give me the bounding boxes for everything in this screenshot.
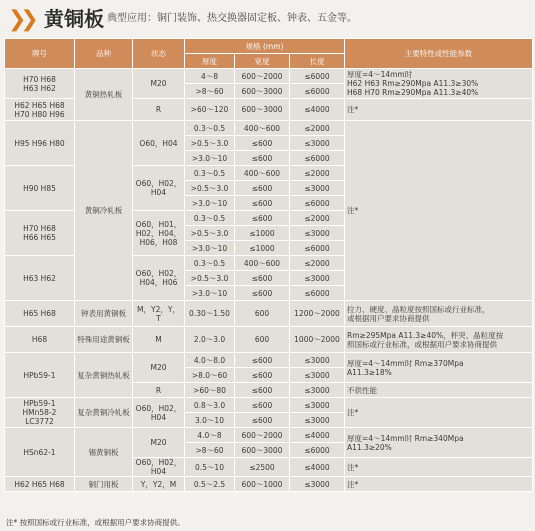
width-cell: ≤600 — [235, 196, 290, 211]
thickness-cell: >3.0～10 — [185, 241, 235, 256]
state-cell: O60，H02， H04，H06 — [133, 256, 185, 301]
props-cell: 厚度=4～14mm时 Rm≥370Mpa A11.3≥18% — [345, 353, 533, 383]
thickness-cell: >3.0～10 — [185, 151, 235, 166]
width-cell: 400～600 — [235, 256, 290, 271]
width-cell: 600～3000 — [235, 84, 290, 99]
length-cell: ≤3000 — [290, 271, 345, 286]
table-row — [5, 398, 533, 413]
thickness-cell: 0.5～10 — [185, 458, 235, 477]
table-row — [5, 428, 533, 443]
width-cell: ≤2500 — [235, 458, 290, 477]
thickness-cell: 2.0～3.0 — [185, 327, 235, 353]
thickness-cell: 0.3～0.5 — [185, 121, 235, 136]
thickness-cell: >8.0～60 — [185, 368, 235, 383]
width-cell: 600 — [235, 327, 290, 353]
length-cell: ≤2000 — [290, 166, 345, 181]
length-cell: ≤2000 — [290, 211, 345, 226]
length-cell: ≤4000 — [290, 99, 345, 121]
props-cell: 厚度=4～14mm时 Rm≥340Mpa A11.3≥20% — [345, 428, 533, 458]
thickness-cell: >60～80 — [185, 383, 235, 398]
length-cell: ≤6000 — [290, 151, 345, 166]
width-cell: ≤600 — [235, 353, 290, 368]
table-row — [5, 301, 533, 327]
length-cell: ≤3000 — [290, 226, 345, 241]
length-cell: ≤4000 — [290, 458, 345, 477]
table-row — [5, 69, 533, 84]
state-cell: O60，H02， H04 — [133, 398, 185, 428]
width-cell: ≤600 — [235, 181, 290, 196]
table-row — [5, 121, 533, 136]
width-cell: ≤600 — [235, 368, 290, 383]
variety-cell: 钟表用黄铜板 — [75, 301, 133, 327]
grade-cell: H65 H68 — [5, 301, 75, 327]
props-cell: 拉力、硬度、晶粒度按照国标或行业标准， 或根据用户要求协商提供 — [345, 301, 533, 327]
width-cell: ≤600 — [235, 211, 290, 226]
length-cell: ≤6000 — [290, 286, 345, 301]
length-cell: ≤3000 — [290, 413, 345, 428]
length-cell: ≤3000 — [290, 353, 345, 368]
props-cell: 注* — [345, 398, 533, 428]
state-cell: O60，H02， H04 — [133, 166, 185, 211]
length-cell: ≤6000 — [290, 69, 345, 84]
length-cell: ≤3000 — [290, 398, 345, 413]
grade-cell: H62 H65 H68 H70 H80 H96 — [5, 99, 75, 121]
grade-cell: H70 H68 H63 H62 — [5, 69, 75, 99]
variety-cell: 特殊用途黄铜板 — [75, 327, 133, 353]
length-cell: ≤3000 — [290, 368, 345, 383]
header-props: 主要特性或性能参数 — [345, 39, 533, 69]
thickness-cell: 0.5～2.5 — [185, 477, 235, 492]
thickness-cell: 0.8～3.0 — [185, 398, 235, 413]
length-cell: ≤2000 — [290, 121, 345, 136]
width-cell: 600～2000 — [235, 69, 290, 84]
state-cell: M，Y2，Y，T — [133, 301, 185, 327]
props-cell: 注* — [345, 477, 533, 492]
page-subtitle: 典型应用：铜门装饰、热交换器固定板、钟表、五金等。 — [107, 13, 357, 24]
page-header — [0, 0, 535, 38]
grade-cell: H68 — [5, 327, 75, 353]
length-cell: ≤6000 — [290, 84, 345, 99]
props-cell: Rm≥295Mpa A11.3≥40%，杯突、晶粒度按 照国标或行业标准，或根据用户要求协商提供 — [345, 327, 533, 353]
state-cell: M — [133, 327, 185, 353]
thickness-cell: >0.5～3.0 — [185, 181, 235, 196]
grade-cell: HSn62-1 — [5, 428, 75, 477]
props-cell: 注* — [345, 121, 533, 301]
variety-cell: 复杂黄铜热轧板 — [75, 353, 133, 398]
state-cell: R — [133, 99, 185, 121]
width-cell: 600～2000 — [235, 428, 290, 443]
header-state: 状态 — [133, 39, 185, 69]
width-cell: 600～1000 — [235, 477, 290, 492]
table-row — [5, 353, 533, 368]
length-cell: ≤4000 — [290, 428, 345, 443]
width-cell: 400～600 — [235, 166, 290, 181]
thickness-cell: 4～8 — [185, 69, 235, 84]
length-cell: ≤6000 — [290, 196, 345, 211]
length-cell: ≤2000 — [290, 256, 345, 271]
state-cell: O60，H04 — [133, 121, 185, 166]
thickness-cell: >8～60 — [185, 443, 235, 458]
length-cell: ≤3000 — [290, 181, 345, 196]
thickness-cell: >0.5～3.0 — [185, 136, 235, 151]
variety-cell: 黄铜冷轧板 — [75, 121, 133, 301]
thickness-cell: 0.3～0.5 — [185, 166, 235, 181]
state-cell: Y，Y2，M — [133, 477, 185, 492]
variety-cell: 铜门用板 — [75, 477, 133, 492]
width-cell: ≤600 — [235, 151, 290, 166]
state-cell: M20 — [133, 353, 185, 383]
thickness-cell: 4.0～8.0 — [185, 353, 235, 368]
props-cell: 注* — [345, 99, 533, 121]
header-thickness: 厚度 — [185, 54, 235, 69]
state-cell: R — [133, 383, 185, 398]
header-spec: 规格 (mm) — [185, 39, 345, 54]
width-cell: ≤600 — [235, 286, 290, 301]
length-cell: ≤3000 — [290, 477, 345, 492]
chevron-right-icon: ❯❯ — [8, 7, 33, 32]
header-grade: 牌号 — [5, 39, 75, 69]
state-cell: M20 — [133, 428, 185, 458]
grade-cell: H63 H62 — [5, 256, 75, 301]
grade-cell: HPb59-1 — [5, 353, 75, 398]
width-cell: 400～600 — [235, 121, 290, 136]
thickness-cell: 4.0～8 — [185, 428, 235, 443]
thickness-cell: 0.3～0.5 — [185, 211, 235, 226]
length-cell: 1000～2000 — [290, 327, 345, 353]
table-row — [5, 327, 533, 353]
props-cell: 不供性能 — [345, 383, 533, 398]
variety-cell: 黄铜热轧板 — [75, 69, 133, 121]
page-title: 黄铜板 — [44, 7, 104, 31]
variety-cell: 复杂黄铜冷轧板 — [75, 398, 133, 428]
footnote: 注* 按照国标或行业标准，或根据用户要求协商提供。 — [6, 518, 185, 527]
variety-cell: 锡黄铜板 — [75, 428, 133, 477]
grade-cell: HPb59-1 HMn58-2 LC3772 — [5, 398, 75, 428]
header-variety: 品种 — [75, 39, 133, 69]
thickness-cell: >3.0～10 — [185, 196, 235, 211]
length-cell: ≤3000 — [290, 136, 345, 151]
thickness-cell: 0.3～0.5 — [185, 256, 235, 271]
width-cell: ≤600 — [235, 398, 290, 413]
thickness-cell: >0.5～3.0 — [185, 226, 235, 241]
length-cell: ≤6000 — [290, 241, 345, 256]
width-cell: ≤600 — [235, 271, 290, 286]
thickness-cell: >8～60 — [185, 84, 235, 99]
header-length: 长度 — [290, 54, 345, 69]
state-cell: O60，H01， H02，H04， H06，H08 — [133, 211, 185, 256]
thickness-cell: >0.5～3.0 — [185, 271, 235, 286]
width-cell: ≤1000 — [235, 226, 290, 241]
length-cell: ≤6000 — [290, 443, 345, 458]
length-cell: ≤3000 — [290, 383, 345, 398]
props-cell: 注* — [345, 458, 533, 477]
header-width: 宽度 — [235, 54, 290, 69]
grade-cell: H62 H65 H68 — [5, 477, 75, 492]
grade-cell: H95 H96 H80 — [5, 121, 75, 166]
thickness-cell: 3.0～10 — [185, 413, 235, 428]
spec-table — [4, 38, 533, 492]
width-cell: 600 — [235, 301, 290, 327]
props-cell: 厚度=4～14mm时 H62 H63 Rm≥290Mpa A11.3≥30% H68 H70 Rm≥290Mpa A11.3≥40% — [345, 69, 533, 99]
thickness-cell: 0.30～1.50 — [185, 301, 235, 327]
width-cell: ≤600 — [235, 413, 290, 428]
width-cell: ≤600 — [235, 136, 290, 151]
width-cell: 600～3000 — [235, 99, 290, 121]
length-cell: 1200～2000 — [290, 301, 345, 327]
state-cell: O60，H02，H04 — [133, 458, 185, 477]
grade-cell: H70 H68 H66 H65 — [5, 211, 75, 256]
grade-cell: H90 H85 — [5, 166, 75, 211]
table-row — [5, 477, 533, 492]
thickness-cell: >60～120 — [185, 99, 235, 121]
width-cell: ≤1000 — [235, 241, 290, 256]
thickness-cell: >3.0～10 — [185, 286, 235, 301]
width-cell: 600～3000 — [235, 443, 290, 458]
width-cell: ≤600 — [235, 383, 290, 398]
state-cell: M20 — [133, 69, 185, 99]
